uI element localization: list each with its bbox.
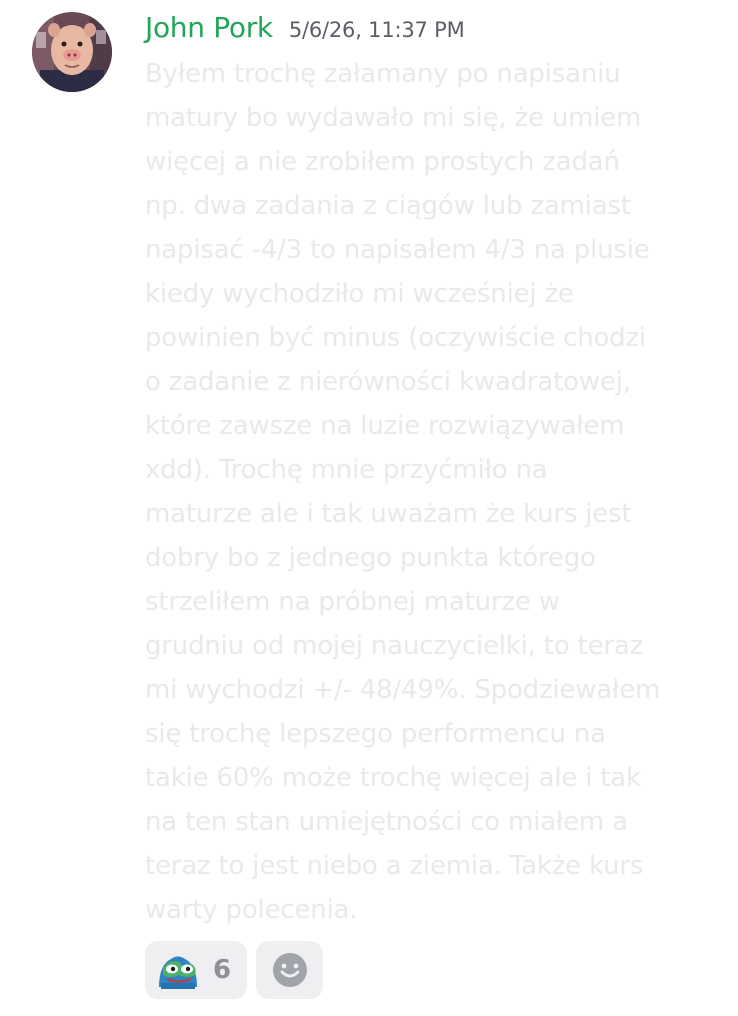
- message-line: się trochę lepszego performencu na: [145, 719, 606, 749]
- message-line: maturze ale i tak uważam że kurs jest: [145, 499, 632, 529]
- pepe-frog-emoji-icon: [157, 951, 199, 989]
- message-line: więcej a nie zrobiłem prostych zadań: [145, 147, 620, 177]
- message-line: powinien być minus (oczywiście chodzi: [145, 323, 646, 353]
- message-line: strzeliłem na próbnej maturze w: [145, 587, 560, 617]
- message-line: np. dwa zadania z ciągów lub zamiast: [145, 191, 631, 221]
- message-line: napisać -4/3 to napisałem 4/3 na plusie: [145, 235, 650, 265]
- message-line: na ten stan umiejętności co miałem a: [145, 807, 628, 837]
- message-line: teraz to jest niebo a ziemia. Także kurs: [145, 851, 644, 881]
- reactions-bar: [145, 941, 323, 999]
- message-line: które zawsze na luzie rozwiązywałem: [145, 411, 625, 441]
- message-line: warty polecenia.: [145, 895, 358, 925]
- message-line: matury bo wydawało mi się, że umiem: [145, 103, 642, 133]
- message-line: grudniu od mojej nauczycielki, to teraz: [145, 631, 644, 661]
- reaction-pepe[interactable]: [145, 941, 247, 999]
- timestamp: 5/6/26, 11:37 PM: [288, 18, 465, 42]
- username[interactable]: John Pork: [145, 11, 273, 44]
- avatar[interactable]: [32, 12, 112, 92]
- message-line: Byłem trochę załamany po napisaniu: [145, 59, 621, 89]
- message-line: kiedy wychodziło mi wcześniej że: [145, 279, 574, 309]
- message-line: dobry bo z jednego punkta którego: [145, 543, 596, 573]
- add-reaction-button[interactable]: [256, 941, 323, 999]
- reaction-count: 6: [213, 955, 232, 985]
- message-header: [145, 11, 465, 49]
- message-content: [145, 52, 705, 932]
- message-line: mi wychodzi +/- 48/49%. Spodziewałem: [145, 675, 661, 705]
- message-line: xdd). Trochę mnie przyćmiło na: [145, 455, 548, 485]
- message-line: o zadanie z nierówności kwadratowej,: [145, 367, 631, 397]
- message-line: takie 60% może trochę więcej ale i tak: [145, 763, 641, 793]
- smiley-add-reaction-icon: [272, 952, 308, 988]
- pig-face-avatar-icon: [32, 12, 112, 92]
